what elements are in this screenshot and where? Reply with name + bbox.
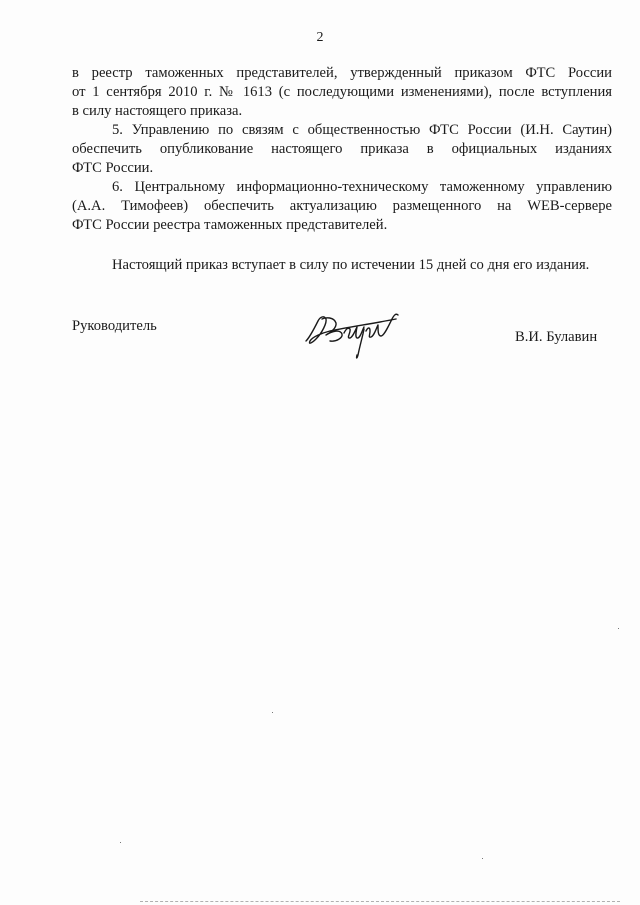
paragraph-5 (72, 121, 612, 178)
scan-edge-line (140, 901, 620, 902)
handwritten-signature-icon (300, 307, 410, 361)
scan-speck (120, 842, 121, 843)
text-line: (А.А. Тимофеев) обеспечить актуализацию размещенного на WEB-сервере (72, 198, 612, 214)
document-body (72, 64, 612, 235)
signatory-role: Руководитель (72, 318, 157, 334)
page-number: 2 (316, 30, 324, 45)
text-line: ФТС России. (72, 160, 154, 176)
text-line: обеспечить опубликование настоящего приказа в официальных изданиях (72, 141, 612, 157)
signatory-name: В.И. Булавин (515, 329, 598, 345)
text-line: ФТС России реестра таможенных представителей. (72, 217, 388, 233)
text-line: в силу настоящего приказа. (72, 103, 243, 119)
scan-speck (482, 858, 483, 859)
text-line: от 1 сентября 2010 г. № 1613 (с последующими изменениями), после вступления (72, 84, 612, 100)
scan-speck (272, 712, 273, 713)
closing-statement: Настоящий приказ вступает в силу по истечении 15 дней со дня его издания. (112, 257, 590, 273)
paragraph-continued (72, 64, 612, 121)
text-line: 5. Управлению по связям с общественностью ФТС России (И.Н. Саутин) (112, 122, 612, 138)
text-line: в реестр таможенных представителей, утвержденный приказом ФТС России (72, 65, 612, 81)
text-line: 6. Центральному информационно-техническому таможенному управлению (112, 179, 612, 195)
scan-speck (618, 628, 619, 629)
paragraph-6 (72, 178, 612, 235)
